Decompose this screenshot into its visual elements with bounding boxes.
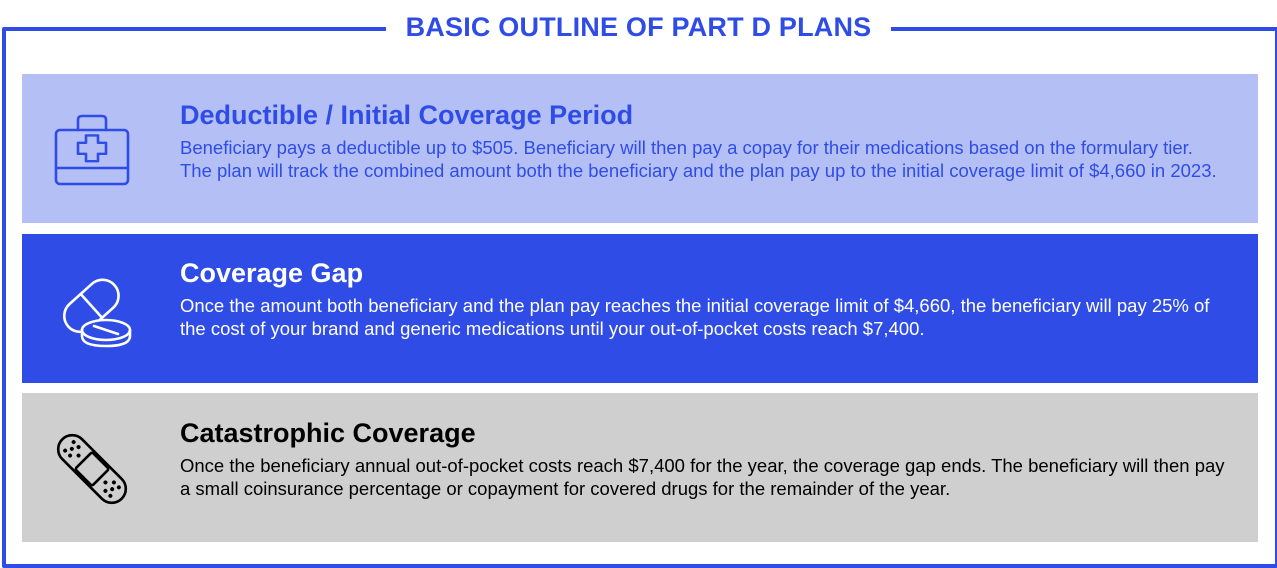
section-body: Beneficiary pays a deductible up to $505. Beneficiary will then pay a copay for their medications based on the formulary tier. The plan will track the combined amount both the beneficiary and the plan pay up to the initial coverage limit of $4,660 in 2023. (180, 137, 1217, 181)
section-deductible (22, 74, 1258, 223)
title-wrap (0, 8, 1277, 46)
section-text (180, 416, 1228, 500)
pills-icon (48, 268, 136, 352)
section-body: Once the amount both beneficiary and the plan pay reaches the initial coverage limit of $4,660, the beneficiary will pay 25% of the cost of your brand and generic medications until your out-of-pocket costs reach $7,400. (180, 295, 1210, 339)
section-heading: Deductible / Initial Coverage Period (180, 100, 634, 130)
bandage-icon (48, 427, 136, 511)
section-heading: Coverage Gap (180, 258, 364, 288)
page-title: BASIC OUTLINE OF PART D PLANS (386, 8, 892, 46)
section-catastrophic (22, 393, 1258, 542)
section-text (180, 256, 1228, 340)
section-text (180, 98, 1228, 182)
section-coverage-gap (22, 234, 1258, 383)
medical-kit-icon (48, 108, 136, 192)
section-body: Once the beneficiary annual out-of-pocket costs reach $7,400 for the year, the coverage gap ends. The beneficiary will then pay a small coinsurance percentage or copayment for covered drugs for the remainder of the year. (180, 455, 1225, 499)
section-heading: Catastrophic Coverage (180, 418, 476, 448)
